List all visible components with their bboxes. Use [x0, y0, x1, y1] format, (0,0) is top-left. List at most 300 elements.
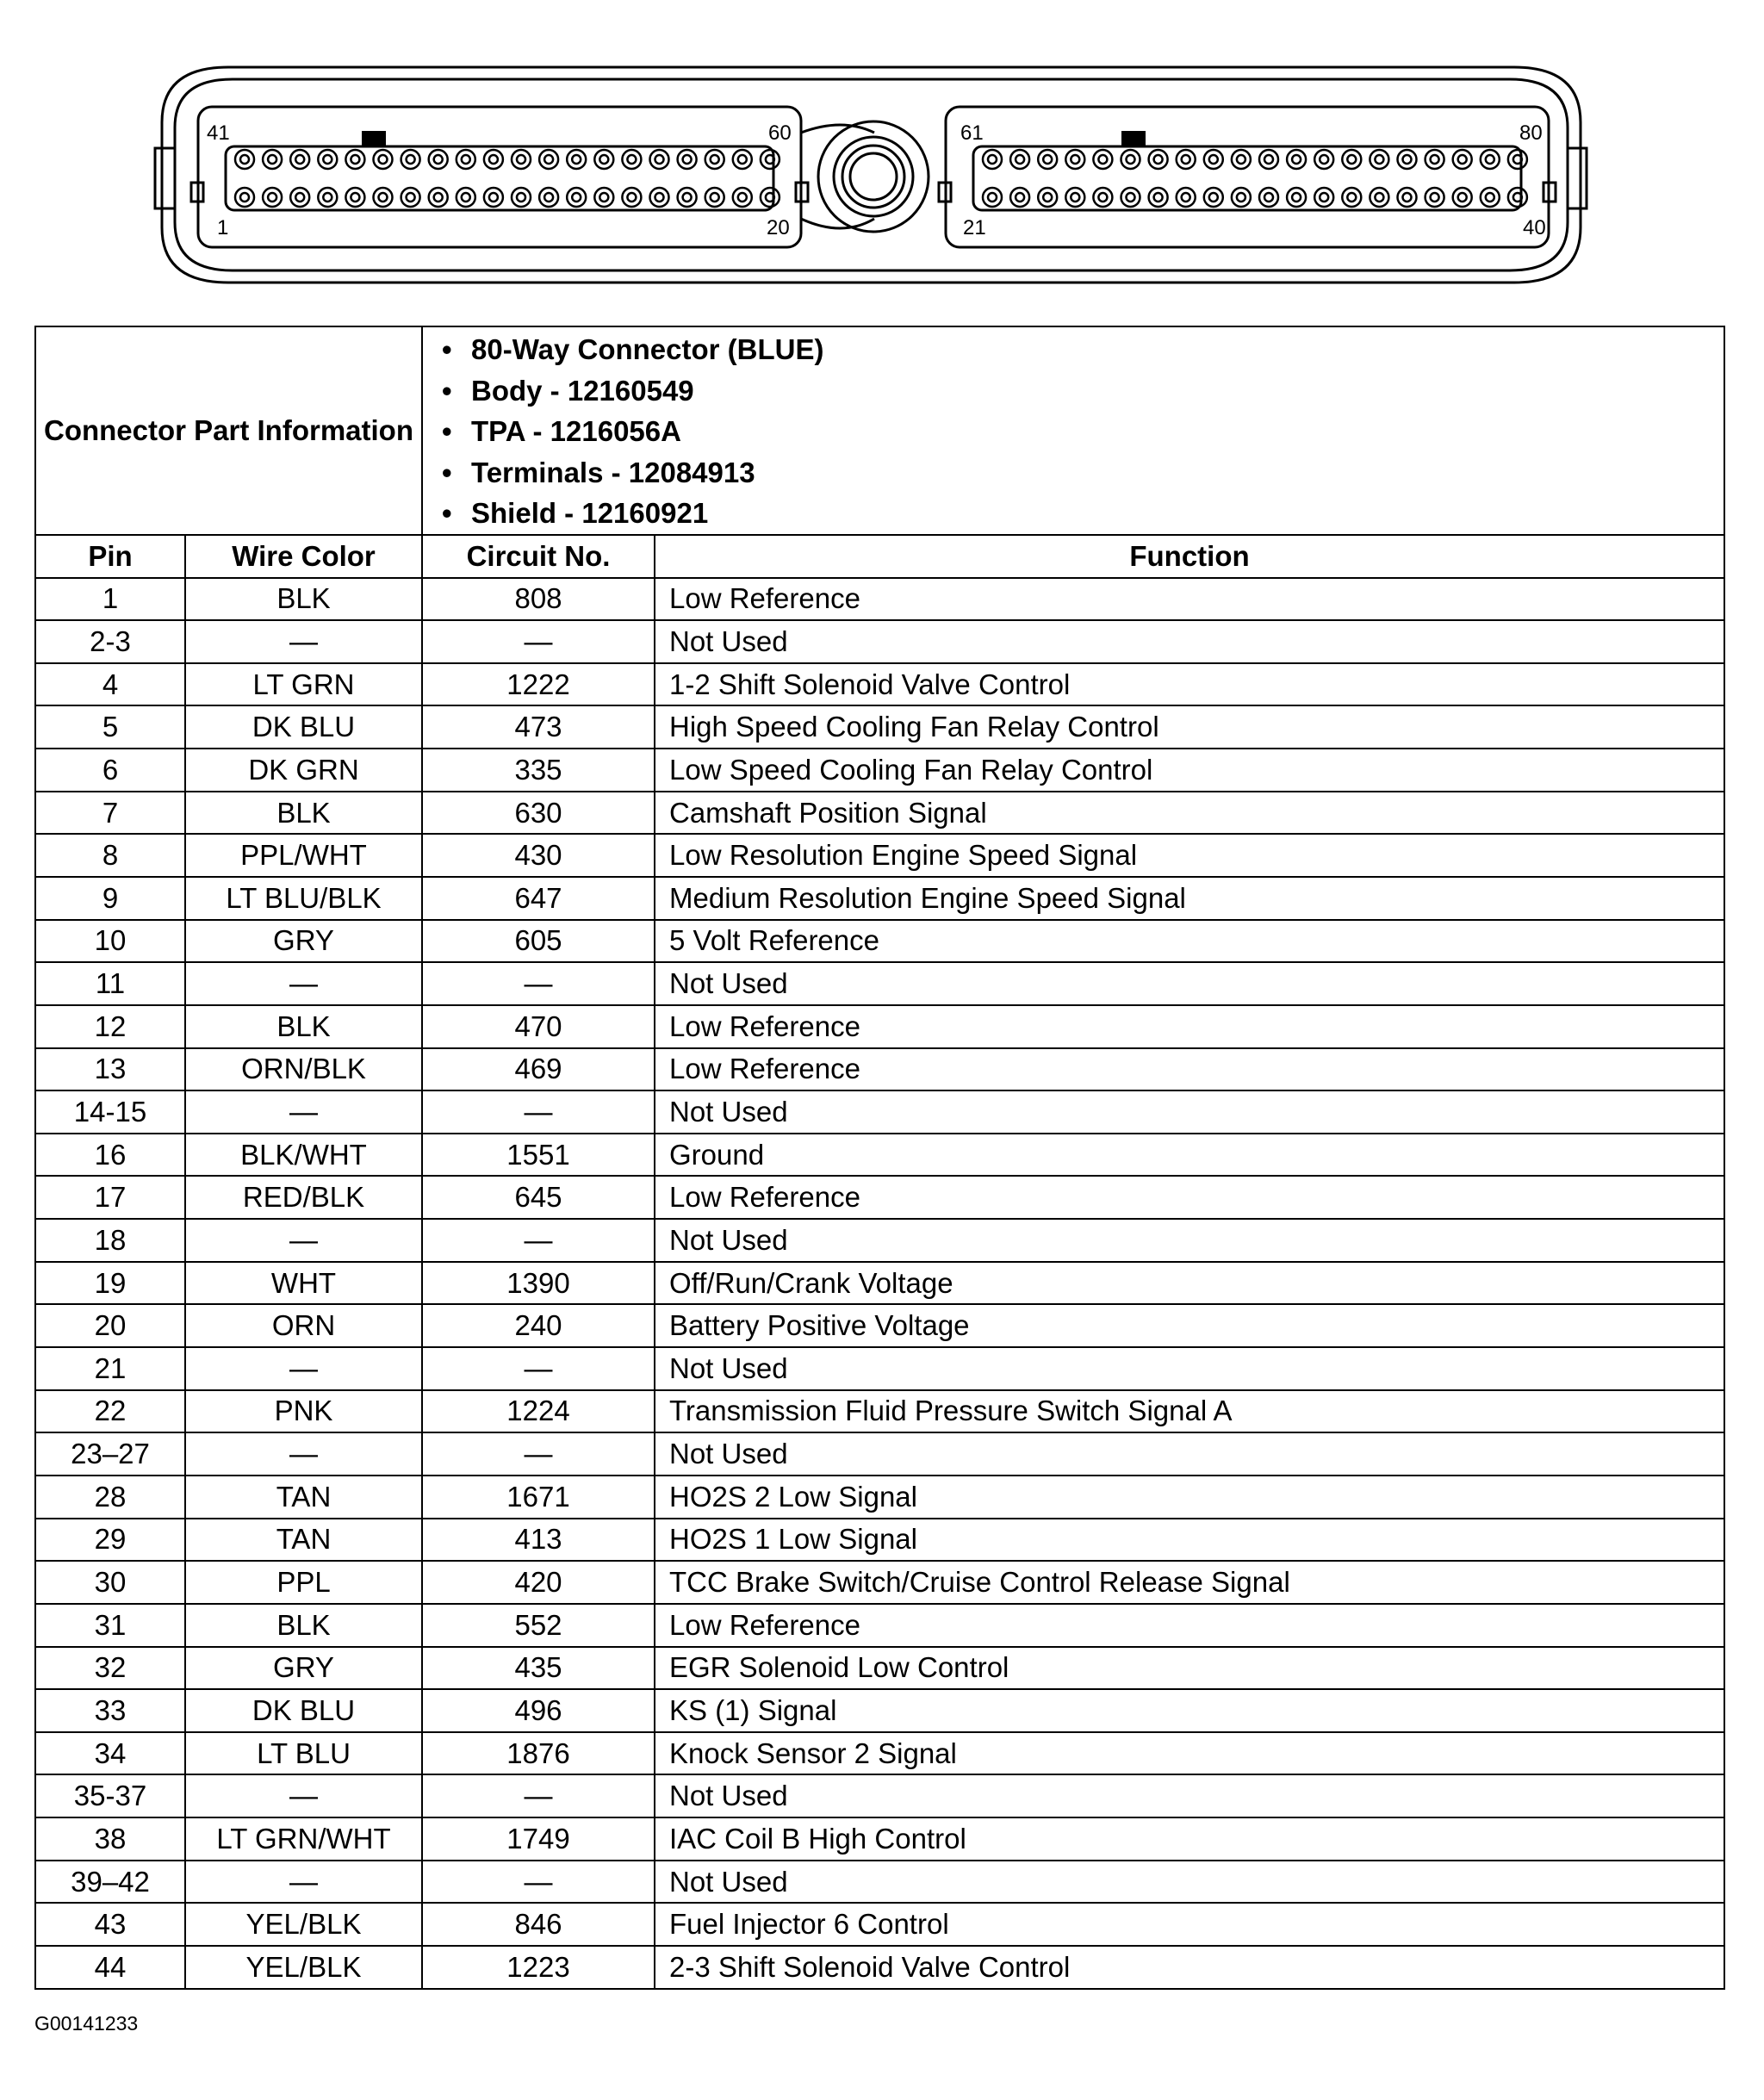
pin-hole: [351, 155, 359, 164]
wire-color-cell: —: [185, 962, 422, 1005]
pin-hole: [655, 193, 664, 202]
pin-cell: 39–42: [35, 1861, 185, 1904]
pin-hole: [761, 188, 780, 207]
wire-color-cell: TAN: [185, 1519, 422, 1562]
pin-hole: [1287, 150, 1306, 169]
pin-hole: [462, 193, 470, 202]
pin-hole: [235, 150, 254, 169]
function-cell: Battery Positive Voltage: [655, 1304, 1724, 1347]
pin-hole: [738, 155, 747, 164]
pin-hole: [407, 193, 415, 202]
pin-cell: 22: [35, 1390, 185, 1433]
table-row: [35, 663, 1724, 706]
pin-hole: [594, 150, 613, 169]
connector-diagram: [146, 62, 1611, 288]
wire-color-cell: DK GRN: [185, 749, 422, 792]
pin-hole: [1204, 188, 1223, 207]
pin-hole: [650, 188, 669, 207]
pin-hole: [1481, 188, 1500, 207]
pin-cell: 12: [35, 1005, 185, 1048]
function-cell: Not Used: [655, 1774, 1724, 1817]
pin-hole: [318, 188, 337, 207]
table-row: [35, 1561, 1724, 1604]
pin-hole: [622, 188, 641, 207]
table-row: [35, 1390, 1724, 1433]
circuit-cell: —: [422, 1432, 655, 1476]
header-wire-color: Wire Color: [185, 535, 422, 578]
table-row: [35, 1732, 1724, 1775]
pin-hole: [1398, 150, 1417, 169]
pin-hole: [484, 150, 503, 169]
pin-hole: [1508, 150, 1527, 169]
table-row: [35, 1005, 1724, 1048]
pin-cell: 19: [35, 1262, 185, 1305]
function-cell: Low Reference: [655, 1604, 1724, 1647]
circuit-cell: —: [422, 1219, 655, 1262]
pin-cell: 1: [35, 578, 185, 621]
pin-hole: [539, 150, 558, 169]
circuit-cell: 469: [422, 1048, 655, 1091]
pin-hole: [1314, 150, 1333, 169]
function-cell: IAC Coil B High Control: [655, 1817, 1724, 1861]
pin-hole: [1093, 188, 1112, 207]
pin-hole: [544, 155, 553, 164]
table-row: [35, 1861, 1724, 1904]
pin-hole: [379, 155, 388, 164]
pin-hole: [1182, 193, 1190, 202]
pin-hole: [572, 155, 581, 164]
wire-color-cell: BLK: [185, 792, 422, 835]
pin-hole: [429, 150, 448, 169]
wire-color-cell: LT GRN: [185, 663, 422, 706]
pin-cell: 44: [35, 1946, 185, 1989]
pin-cell: 28: [35, 1476, 185, 1519]
wire-color-cell: GRY: [185, 1647, 422, 1690]
pin-hole: [290, 188, 309, 207]
pin-hole: [489, 155, 498, 164]
wire-color-cell: PPL: [185, 1561, 422, 1604]
pin-hole: [1182, 155, 1190, 164]
wire-color-cell: ORN/BLK: [185, 1048, 422, 1091]
table-row: [35, 834, 1724, 877]
wire-color-cell: PNK: [185, 1390, 422, 1433]
pin-hole: [1127, 155, 1135, 164]
header-circuit-no: Circuit No.: [422, 535, 655, 578]
wire-color-cell: BLK: [185, 1005, 422, 1048]
pin-hole: [1370, 188, 1388, 207]
pin-hole: [323, 193, 332, 202]
pin-hole: [517, 155, 525, 164]
wire-color-cell: LT BLU/BLK: [185, 877, 422, 920]
pin-hole: [1264, 193, 1273, 202]
pin-hole: [457, 150, 475, 169]
pin-hole: [1458, 155, 1467, 164]
pin-hole: [295, 193, 304, 202]
pin-hole: [1342, 150, 1361, 169]
pin-hole: [1127, 193, 1135, 202]
pin-hole: [512, 150, 531, 169]
pin-cell: 5: [35, 705, 185, 749]
circuit-cell: 413: [422, 1519, 655, 1562]
pin-hole: [683, 193, 692, 202]
pin-cell: 10: [35, 920, 185, 963]
pin-hole: [1320, 155, 1328, 164]
pin-hole: [1264, 155, 1273, 164]
pin-hole: [1154, 193, 1163, 202]
circuit-cell: 552: [422, 1604, 655, 1647]
pin-hole: [988, 155, 997, 164]
pin-hole: [1453, 150, 1472, 169]
pin-hole: [1398, 188, 1417, 207]
table-row: [35, 1219, 1724, 1262]
function-cell: Transmission Fluid Pressure Switch Signal A: [655, 1390, 1724, 1433]
table-row: [35, 792, 1724, 835]
pin-cell: 20: [35, 1304, 185, 1347]
pin-hole: [539, 188, 558, 207]
function-cell: TCC Brake Switch/Cruise Control Release Signal: [655, 1561, 1724, 1604]
circuit-cell: —: [422, 1347, 655, 1390]
wire-color-cell: BLK: [185, 578, 422, 621]
circuit-cell: 1671: [422, 1476, 655, 1519]
pin-hole: [1065, 188, 1084, 207]
table-row: [35, 578, 1724, 621]
pin-hole: [1453, 188, 1472, 207]
pin-hole: [1038, 150, 1057, 169]
pin-cell: 31: [35, 1604, 185, 1647]
function-cell: Camshaft Position Signal: [655, 792, 1724, 835]
pin-cell: 16: [35, 1134, 185, 1177]
pin-cell: 34: [35, 1732, 185, 1775]
connector-pinout-table: [34, 326, 1725, 1990]
table-row: [35, 1262, 1724, 1305]
pin-hole: [1508, 188, 1527, 207]
pin-hole: [1010, 188, 1029, 207]
pin-hole: [1431, 155, 1439, 164]
pin-hole: [1016, 155, 1024, 164]
connector-info-item: • TPA - 1216056A: [442, 411, 1724, 452]
pin-hole: [1237, 193, 1245, 202]
pin-hole: [733, 150, 752, 169]
table-row: [35, 1817, 1724, 1861]
pin-label-1: 1: [217, 216, 229, 239]
pin-hole: [1486, 155, 1494, 164]
table-row: [35, 1176, 1724, 1219]
table-row: [35, 962, 1724, 1005]
pin-hole: [263, 188, 282, 207]
circuit-cell: 335: [422, 749, 655, 792]
pin-hole: [1093, 150, 1112, 169]
pin-cell: 33: [35, 1689, 185, 1732]
circuit-cell: 605: [422, 920, 655, 963]
table-row: [35, 1432, 1724, 1476]
pin-hole: [374, 188, 393, 207]
pin-hole: [1292, 193, 1301, 202]
circuit-cell: —: [422, 620, 655, 663]
table-row: [35, 1134, 1724, 1177]
wire-color-cell: —: [185, 1219, 422, 1262]
pin-hole: [1209, 193, 1218, 202]
circuit-cell: —: [422, 962, 655, 1005]
wire-color-cell: —: [185, 1347, 422, 1390]
pin-cell: 9: [35, 877, 185, 920]
pin-hole: [268, 155, 276, 164]
pin-hole: [434, 155, 443, 164]
function-cell: Low Resolution Engine Speed Signal: [655, 834, 1724, 877]
connector-info-row: [35, 326, 1724, 535]
circuit-cell: 420: [422, 1561, 655, 1604]
pin-hole: [711, 155, 719, 164]
pin-hole: [1098, 193, 1107, 202]
function-cell: Fuel Injector 6 Control: [655, 1903, 1724, 1946]
pin-hole: [738, 193, 747, 202]
table-row: [35, 1946, 1724, 1989]
pin-label-60: 60: [768, 121, 792, 145]
pin-hole: [1375, 193, 1383, 202]
pin-hole: [1038, 188, 1057, 207]
circuit-cell: 473: [422, 705, 655, 749]
pin-hole: [401, 150, 420, 169]
wire-color-cell: —: [185, 1774, 422, 1817]
pin-hole: [1149, 150, 1168, 169]
pin-cell: 13: [35, 1048, 185, 1091]
pin-hole: [379, 193, 388, 202]
pin-hole: [1403, 193, 1412, 202]
table-row: [35, 1604, 1724, 1647]
wire-color-cell: YEL/BLK: [185, 1946, 422, 1989]
pin-cell: 2-3: [35, 620, 185, 663]
pin-cell: 38: [35, 1817, 185, 1861]
pin-hole: [484, 188, 503, 207]
pin-hole: [1431, 193, 1439, 202]
function-cell: Low Reference: [655, 578, 1724, 621]
circuit-cell: 240: [422, 1304, 655, 1347]
pin-cell: 6: [35, 749, 185, 792]
function-cell: High Speed Cooling Fan Relay Control: [655, 705, 1724, 749]
pin-hole: [567, 188, 586, 207]
pin-hole: [705, 188, 724, 207]
function-cell: Off/Run/Crank Voltage: [655, 1262, 1724, 1305]
pin-hole: [1486, 193, 1494, 202]
pin-hole: [1237, 155, 1245, 164]
pin-hole: [1065, 150, 1084, 169]
pin-hole: [401, 188, 420, 207]
pin-label-61: 61: [960, 121, 984, 145]
circuit-cell: 430: [422, 834, 655, 877]
pin-hole: [1177, 150, 1196, 169]
pin-hole: [1403, 155, 1412, 164]
pin-hole: [599, 155, 608, 164]
pin-hole: [711, 193, 719, 202]
wire-color-cell: PPL/WHT: [185, 834, 422, 877]
function-cell: Low Reference: [655, 1176, 1724, 1219]
wire-color-cell: GRY: [185, 920, 422, 963]
circuit-cell: 1876: [422, 1732, 655, 1775]
pin-hole: [1342, 188, 1361, 207]
pin-cell: 11: [35, 962, 185, 1005]
table-row: [35, 1647, 1724, 1690]
pin-hole: [323, 155, 332, 164]
pin-hole: [683, 155, 692, 164]
circuit-cell: —: [422, 1774, 655, 1817]
circuit-cell: 808: [422, 578, 655, 621]
circuit-cell: 470: [422, 1005, 655, 1048]
function-cell: 5 Volt Reference: [655, 920, 1724, 963]
function-cell: EGR Solenoid Low Control: [655, 1647, 1724, 1690]
table-row: [35, 1689, 1724, 1732]
function-cell: Not Used: [655, 1861, 1724, 1904]
pin-hole: [1425, 150, 1444, 169]
function-cell: HO2S 2 Low Signal: [655, 1476, 1724, 1519]
header-pin: Pin: [35, 535, 185, 578]
wire-color-cell: —: [185, 1432, 422, 1476]
pin-hole: [544, 193, 553, 202]
pin-hole: [1149, 188, 1168, 207]
wire-color-cell: LT GRN/WHT: [185, 1817, 422, 1861]
pin-hole: [594, 188, 613, 207]
wire-color-cell: BLK: [185, 1604, 422, 1647]
pin-cell: 32: [35, 1647, 185, 1690]
pin-hole: [1010, 150, 1029, 169]
pin-hole: [1098, 155, 1107, 164]
pin-hole: [1320, 193, 1328, 202]
pin-hole: [1347, 155, 1356, 164]
function-cell: Knock Sensor 2 Signal: [655, 1732, 1724, 1775]
pin-hole: [517, 193, 525, 202]
pin-hole: [268, 193, 276, 202]
pin-hole: [655, 155, 664, 164]
pin-cell: 30: [35, 1561, 185, 1604]
circuit-cell: —: [422, 1861, 655, 1904]
pin-cell: 23–27: [35, 1432, 185, 1476]
pin-hole: [622, 150, 641, 169]
pin-hole: [318, 150, 337, 169]
wire-color-cell: BLK/WHT: [185, 1134, 422, 1177]
pin-hole: [1071, 155, 1079, 164]
pin-hole: [290, 150, 309, 169]
circuit-cell: 1223: [422, 1946, 655, 1989]
pin-hole: [1209, 155, 1218, 164]
circuit-cell: 1224: [422, 1390, 655, 1433]
table-row: [35, 920, 1724, 963]
pin-hole: [1425, 188, 1444, 207]
pin-hole: [1121, 150, 1140, 169]
pin-hole: [1177, 188, 1196, 207]
pin-hole: [1016, 193, 1024, 202]
pin-cell: 18: [35, 1219, 185, 1262]
pin-cell: 35-37: [35, 1774, 185, 1817]
pin-hole: [240, 193, 249, 202]
pin-hole: [1481, 150, 1500, 169]
table-row: [35, 1774, 1724, 1817]
pin-cell: 14-15: [35, 1090, 185, 1134]
pin-hole: [263, 150, 282, 169]
connector-info-item: • Terminals - 12084913: [442, 452, 1724, 494]
pin-hole: [374, 150, 393, 169]
circuit-cell: 846: [422, 1903, 655, 1946]
pin-hole: [627, 155, 636, 164]
pin-hole: [567, 150, 586, 169]
pin-label-20: 20: [767, 216, 790, 239]
function-cell: Not Used: [655, 962, 1724, 1005]
table-row: [35, 1048, 1724, 1091]
function-cell: Not Used: [655, 1219, 1724, 1262]
figure-id: G00141233: [34, 2012, 139, 2035]
pin-hole: [235, 188, 254, 207]
function-cell: Ground: [655, 1134, 1724, 1177]
table-row: [35, 1519, 1724, 1562]
function-cell: Not Used: [655, 1347, 1724, 1390]
circuit-cell: 435: [422, 1647, 655, 1690]
table-row: [35, 749, 1724, 792]
table-row: [35, 1476, 1724, 1519]
wire-color-cell: —: [185, 620, 422, 663]
pin-hole: [983, 188, 1002, 207]
wire-color-cell: TAN: [185, 1476, 422, 1519]
connector-info-item: • Shield - 12160921: [442, 493, 1724, 534]
pin-hole: [457, 188, 475, 207]
pin-hole: [1043, 193, 1052, 202]
connector-info-label: Connector Part Information: [35, 326, 422, 535]
pin-cell: 43: [35, 1903, 185, 1946]
circuit-cell: 1390: [422, 1262, 655, 1305]
pin-hole: [351, 193, 359, 202]
pin-hole: [512, 188, 531, 207]
circuit-cell: 630: [422, 792, 655, 835]
pin-hole: [1154, 155, 1163, 164]
pin-hole: [1204, 150, 1223, 169]
table-row: [35, 1304, 1724, 1347]
pin-hole: [240, 155, 249, 164]
function-cell: Low Reference: [655, 1005, 1724, 1048]
pin-hole: [1232, 150, 1251, 169]
wire-color-cell: WHT: [185, 1262, 422, 1305]
circuit-cell: 496: [422, 1689, 655, 1732]
circuit-cell: 1551: [422, 1134, 655, 1177]
pin-hole: [678, 150, 697, 169]
pin-hole: [1232, 188, 1251, 207]
pin-label-21: 21: [963, 216, 986, 239]
table-row: [35, 877, 1724, 920]
wire-color-cell: DK BLU: [185, 1689, 422, 1732]
pin-hole: [345, 188, 364, 207]
pin-hole: [489, 193, 498, 202]
wire-color-cell: RED/BLK: [185, 1176, 422, 1219]
function-cell: Not Used: [655, 1432, 1724, 1476]
function-cell: Medium Resolution Engine Speed Signal: [655, 877, 1724, 920]
pin-hole: [983, 150, 1002, 169]
pin-hole: [345, 150, 364, 169]
function-cell: Low Reference: [655, 1048, 1724, 1091]
pin-cell: 29: [35, 1519, 185, 1562]
pin-hole: [295, 155, 304, 164]
function-cell: Not Used: [655, 1090, 1724, 1134]
wire-color-cell: DK BLU: [185, 705, 422, 749]
pin-hole: [761, 150, 780, 169]
pin-hole: [462, 155, 470, 164]
connector-info-list: [442, 329, 1724, 534]
pin-hole: [1314, 188, 1333, 207]
wire-color-cell: —: [185, 1090, 422, 1134]
pin-hole: [1071, 193, 1079, 202]
function-cell: KS (1) Signal: [655, 1689, 1724, 1732]
table-row: [35, 1903, 1724, 1946]
circuit-cell: 647: [422, 877, 655, 920]
table-row: [35, 705, 1724, 749]
pin-rows: [35, 578, 1724, 1990]
pin-hole: [1292, 155, 1301, 164]
circuit-cell: 645: [422, 1176, 655, 1219]
pin-cell: 7: [35, 792, 185, 835]
